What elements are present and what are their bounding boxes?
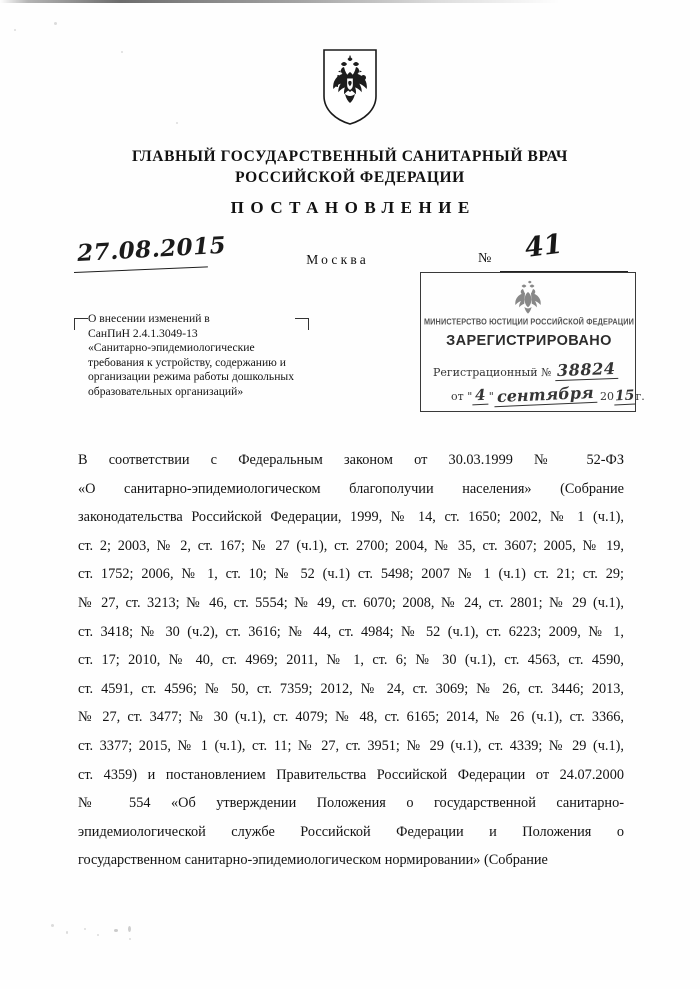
stamp-regnum-value: 38824: [555, 359, 618, 381]
subject-block: [88, 312, 320, 400]
stamp-date-prefix: от: [451, 390, 464, 403]
body-line: ст. 17; 2010, № 40, ст. 4969; 2011, № 1, ст. 6; № 30 (ч.1), ст. 4563, ст. 4590,: [78, 652, 624, 669]
scan-speck: [54, 22, 57, 25]
document-number-label: №: [478, 251, 492, 266]
scan-speck: [176, 122, 178, 124]
stamp-date-month: сентября: [493, 383, 597, 407]
body-line: № 554 «Об утверждении Положения о государственной санитарно-: [78, 795, 624, 812]
body-line: эпидемиологической службе Российской Федерации и Положения о: [78, 823, 624, 840]
org-title-line-2: РОССИЙСКОЙ ФЕДЕРАЦИИ: [235, 169, 465, 186]
russian-coat-of-arms-icon: [508, 278, 548, 314]
subject-line-5: организации режима работы дошкольных: [88, 370, 295, 384]
scan-speck: [97, 934, 99, 936]
subject-line-1: О внесении изменений в: [88, 312, 210, 325]
body-line: № 27, ст. 3213; № 46, ст. 5554; № 49, ст. 6070; 2008, № 24, ст. 2801; № 29 (ч.1),: [78, 594, 624, 611]
document-city: Москва: [306, 252, 369, 267]
stamp-date-year-suffix: 15: [614, 387, 635, 405]
body-line: ст. 4359) и постановлением Правительства Российской Федерации от 24.07.2000: [78, 766, 624, 783]
scan-edge-artifact: [0, 0, 700, 3]
scan-speck: [114, 929, 118, 932]
body-line: «О санитарно-эпидемиологическом благополучии населения» (Собрание: [78, 480, 624, 497]
body-line: ст. 3418; № 30 (ч.2), ст. 3616; № 44, ст. 4984; № 52 (ч.1), ст. 6223; 2009, № 1,: [78, 623, 624, 640]
subject-line-4: требования к устройству, содержанию и: [88, 355, 286, 369]
registration-stamp: [420, 272, 645, 412]
stamp-date-year-mark: г.: [635, 390, 645, 403]
stamp-ministry-line: МИНИСТЕРСТВО ЮСТИЦИИ РОССИЙСКОЙ ФЕДЕРАЦИИ: [423, 316, 635, 327]
body-line: ст. 2; 2003, № 2, ст. 167; № 27 (ч.1), ст. 2700; 2004, № 35, ст. 3607; 2005, № 19,: [78, 537, 624, 554]
scan-speck: [66, 931, 68, 934]
stamp-date-quote-close: ": [488, 390, 494, 403]
scan-speck: [14, 29, 16, 31]
body-line: ст. 1752; 2006, № 1, ст. 10; № 52 (ч.1) ст. 5498; 2007 № 1 (ч.1) ст. 21; ст. 29;: [78, 566, 624, 583]
stamp-date-quote-open: ": [467, 390, 473, 403]
body-line: государственном санитарно-эпидемиологическом нормировании» (Собрание: [78, 852, 548, 869]
subject-line-3: «Санитарно-эпидемиологические: [88, 341, 255, 355]
scan-speck: [121, 51, 123, 53]
org-title-line-1: ГЛАВНЫЙ ГОСУДАРСТВЕННЫЙ САНИТАРНЫЙ ВРАЧ: [132, 148, 568, 165]
document-number-handwritten: 41: [523, 228, 565, 264]
scan-speck: [128, 926, 131, 932]
scan-speck: [84, 928, 86, 930]
subject-bracket-left: [74, 318, 88, 330]
organization-title: [0, 146, 700, 188]
russian-coat-of-arms-icon: [318, 48, 382, 126]
body-line: ст. 3377; 2015, № 1 (ч.1), ст. 11; № 27, ст. 3951; № 29 (ч.1), ст. 4339; № 29 (ч.1),: [78, 737, 624, 754]
stamp-registration-date: [451, 382, 645, 407]
subject-line-6: образовательных организаций»: [88, 384, 244, 398]
body-line: законодательства Российской Федерации, 1999, № 14, ст. 1650; 2002, № 1 (ч.1),: [78, 509, 624, 526]
stamp-registration-number: [433, 358, 618, 381]
date-underline: [74, 266, 208, 273]
scan-speck: [129, 938, 131, 940]
body-line: ст. 4591, ст. 4596; № 50, ст. 7359; 2012, № 24, ст. 3069; № 26, ст. 3446; 2013,: [78, 680, 624, 697]
stamp-regnum-label: Регистрационный №: [433, 366, 552, 379]
subject-line-2: СанПиН 2.4.1.3049-13: [88, 326, 198, 340]
document-body: [78, 446, 624, 875]
document-date-handwritten: 27.08.2015: [76, 231, 227, 267]
body-line: № 27, ст. 3477; № 30 (ч.1), ст. 4079; № 48, ст. 6165; 2014, № 26 (ч.1), ст. 3366,: [78, 709, 624, 726]
document-type-heading: ПОСТАНОВЛЕНИЕ: [230, 198, 476, 217]
body-line: В соответствии с Федеральным законом от 30.03.1999 № 52-ФЗ: [78, 452, 624, 468]
stamp-date-year-prefix: 20: [600, 390, 615, 403]
scan-speck: [51, 924, 54, 927]
stamp-registered-label: ЗАРЕГИСТРИРОВАНО: [446, 333, 612, 349]
stamp-date-day: 4: [472, 386, 489, 406]
